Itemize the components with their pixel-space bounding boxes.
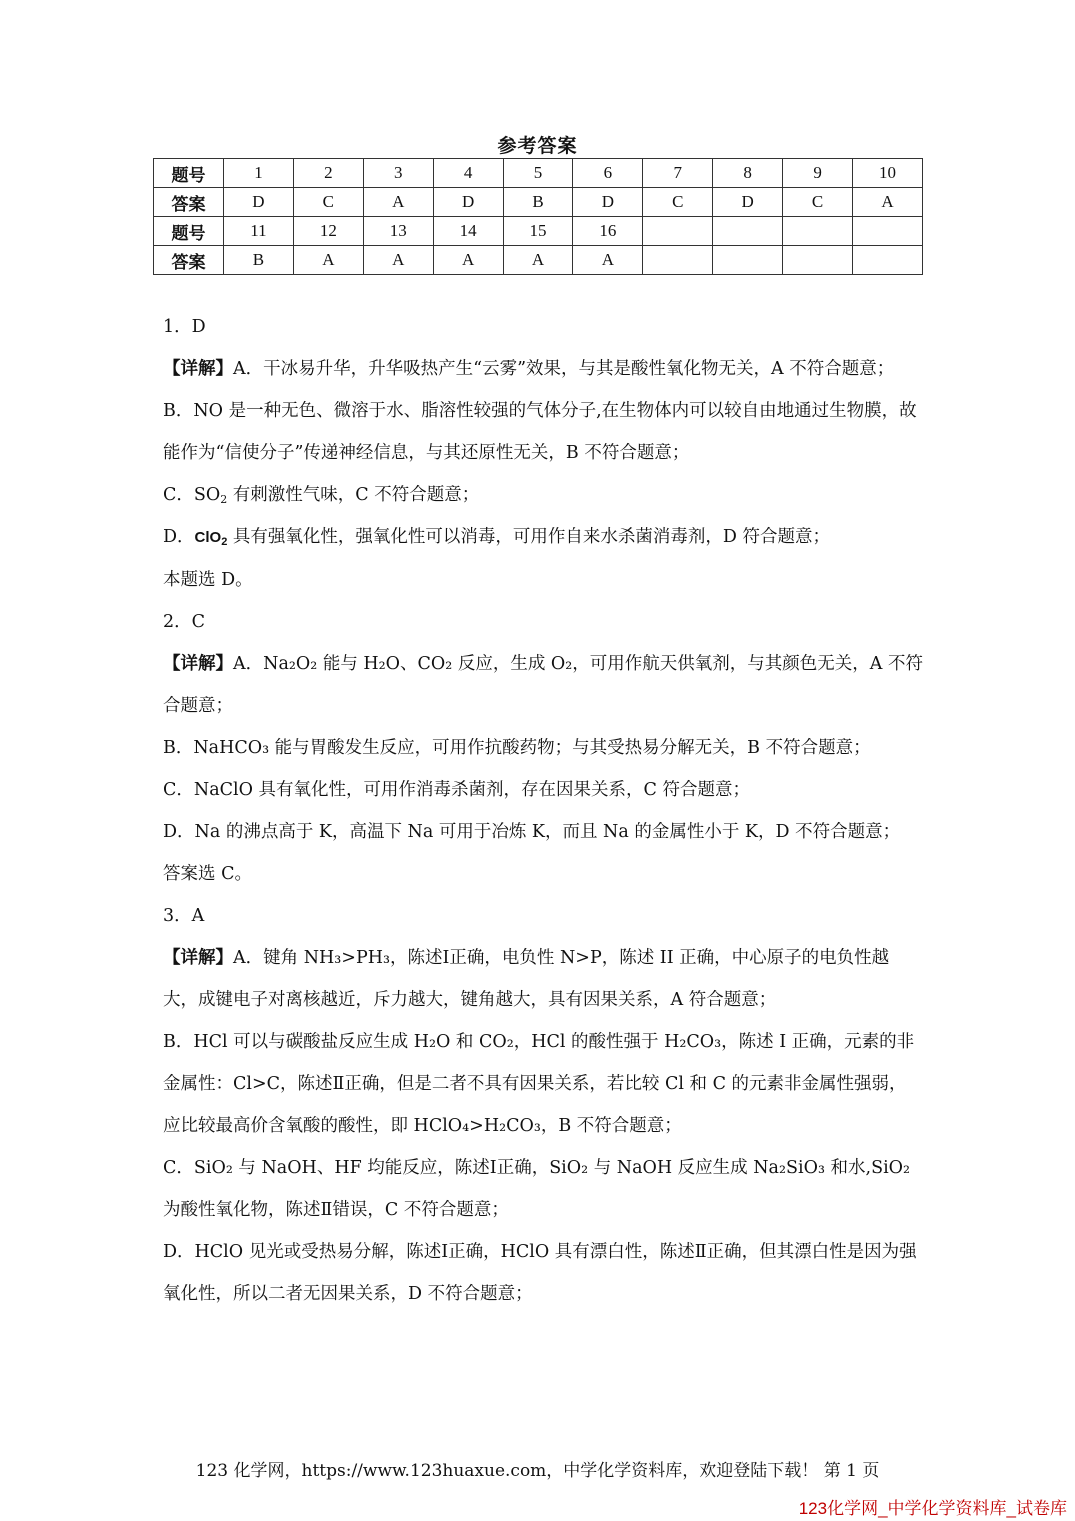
- option-text: D．: [163, 527, 195, 547]
- answer-cell: 3: [363, 159, 433, 188]
- answer-cell: 8: [713, 159, 783, 188]
- question-2-option-b: B．NaHCO₃ 能与胃酸发生反应，可用作抗酸药物；与其受热易分解无关，B 不符合题意；: [163, 738, 871, 758]
- row-label: 答案: [154, 246, 224, 275]
- page-footer: 123 化学网，https://www.123huaxue.com，中学化学资料库，欢迎登陆下载！ 第 1 页: [195, 1461, 880, 1481]
- question-3-option-a: [163, 937, 923, 1021]
- option-text: C．SO: [163, 485, 221, 505]
- subscript: 2: [221, 536, 228, 548]
- question-2-conclusion: 答案选 C。: [163, 864, 252, 884]
- row-label: 题号: [154, 217, 224, 246]
- site-watermark: 123化学网_中学化学资料库_试卷库: [798, 1499, 1067, 1518]
- answer-cell: C: [293, 188, 363, 217]
- question-3-heading: 3．A: [163, 906, 205, 926]
- answer-cell: 12: [293, 217, 363, 246]
- question-1-conclusion: 本题选 D。: [163, 570, 253, 590]
- answer-cell: D: [224, 188, 294, 217]
- formula-text: ClO: [194, 529, 222, 546]
- option-text: A．Na₂O₂ 能与 H₂O、CO₂ 反应，生成 O₂，可用作航天供氧剂，与其颜色无关，A 不符合题意；: [163, 654, 923, 716]
- answer-cell: 6: [573, 159, 643, 188]
- answer-cell: D: [713, 188, 783, 217]
- answer-cell: 2: [293, 159, 363, 188]
- question-3-option-d: D．HClO 见光或受热易分解，陈述Ⅰ正确，HClO 具有漂白性，陈述Ⅱ正确，但其漂白性是因为强氧化性，所以二者无因果关系，D 不符合题意；: [163, 1242, 917, 1304]
- answer-cell: 9: [783, 159, 853, 188]
- answer-cell: [643, 217, 713, 246]
- question-2-option-d: D．Na 的沸点高于 K，高温下 Na 可用于冶炼 K，而且 Na 的金属性小于 K，D 不符合题意；: [163, 822, 901, 842]
- detail-tag: 【详解】: [163, 948, 233, 968]
- answer-cell: 15: [503, 217, 573, 246]
- question-2-heading: 2．C: [163, 612, 206, 632]
- question-1-option-d: [163, 516, 923, 559]
- answer-table-row: [154, 159, 923, 188]
- option-text: A．键角 NH₃>PH₃，陈述Ⅰ正确，电负性 N>P，陈述 II 正确，中心原子的电负性越大，成键电子对离核越近，斥力越大，键角越大，具有因果关系，A 符合题意；: [163, 948, 890, 1010]
- answer-cell: 11: [224, 217, 294, 246]
- question-1-option-c: [163, 474, 923, 516]
- answer-cell: A: [363, 188, 433, 217]
- explanations: [163, 306, 923, 1315]
- answer-cell: A: [853, 188, 923, 217]
- formula-clo2: [195, 529, 228, 546]
- answer-cell: 14: [433, 217, 503, 246]
- answer-table-row: [154, 246, 923, 275]
- answer-cell: A: [293, 246, 363, 275]
- row-label: 题号: [154, 159, 224, 188]
- answer-cell: [853, 246, 923, 275]
- answer-cell: 5: [503, 159, 573, 188]
- answer-cell: A: [503, 246, 573, 275]
- answer-cell: [713, 217, 783, 246]
- question-3-option-b: B．HCl 可以与碳酸盐反应生成 H₂O 和 CO₂，HCl 的酸性强于 H₂CO₃，陈述 I 正确，元素的非金属性：Cl>C，陈述Ⅱ正确，但是二者不具有因果关系，若比较 Cl 和 C 的元素非金属性强弱，应比较最高价含氧酸的酸性，即 HClO₄>H₂CO₃，B 不符合题意；: [163, 1032, 915, 1136]
- answer-cell: B: [503, 188, 573, 217]
- row-label: 答案: [154, 188, 224, 217]
- answer-table: [153, 158, 923, 275]
- answer-cell: 4: [433, 159, 503, 188]
- answer-cell: 1: [224, 159, 294, 188]
- question-1-option-b: B．NO 是一种无色、微溶于水、脂溶性较强的气体分子,在生物体内可以较自由地通过生物膜，故能作为“信使分子”传递神经信息，与其还原性无关，B 不符合题意；: [163, 401, 917, 463]
- detail-tag: 【详解】: [163, 654, 233, 674]
- question-2-option-a: [163, 643, 923, 727]
- subscript: 2: [220, 493, 228, 506]
- question-2-option-c: C．NaClO 具有氧化性，可用作消毒杀菌剂，存在因果关系，C 符合题意；: [163, 780, 750, 800]
- answer-cell: [643, 246, 713, 275]
- answer-cell: [713, 246, 783, 275]
- option-text: 有刺激性气味，C 不符合题意；: [227, 485, 480, 505]
- answer-cell: 7: [643, 159, 713, 188]
- answer-cell: C: [783, 188, 853, 217]
- answer-cell: A: [433, 246, 503, 275]
- question-1-option-a: [163, 348, 923, 390]
- answer-cell: [783, 246, 853, 275]
- question-3-option-c: C．SiO₂ 与 NaOH、HF 均能反应，陈述Ⅰ正确，SiO₂ 与 NaOH 反应生成 Na₂SiO₃ 和水,SiO₂ 为酸性氧化物，陈述Ⅱ错误，C 不符合题意；: [163, 1158, 911, 1220]
- answer-cell: [783, 217, 853, 246]
- answer-cell: C: [643, 188, 713, 217]
- answer-table-row: [154, 217, 923, 246]
- answer-cell: 13: [363, 217, 433, 246]
- answer-table-row: [154, 188, 923, 217]
- answer-cell: A: [573, 246, 643, 275]
- answer-cell: B: [224, 246, 294, 275]
- option-text: 具有强氧化性，强氧化性可以消毒，可用作自来水杀菌消毒剂，D 符合题意；: [227, 527, 830, 547]
- answer-cell: 16: [573, 217, 643, 246]
- page-title: 参考答案: [497, 135, 578, 157]
- option-text: A．干冰易升华，升华吸热产生“云雾”效果，与其是酸性氧化物无关，A 不符合题意；: [233, 359, 895, 379]
- answer-cell: D: [573, 188, 643, 217]
- answer-cell: D: [433, 188, 503, 217]
- answer-cell: A: [363, 246, 433, 275]
- detail-tag: 【详解】: [163, 359, 233, 379]
- answer-cell: [853, 217, 923, 246]
- answer-cell: 10: [853, 159, 923, 188]
- question-1-heading: 1．D: [163, 317, 206, 337]
